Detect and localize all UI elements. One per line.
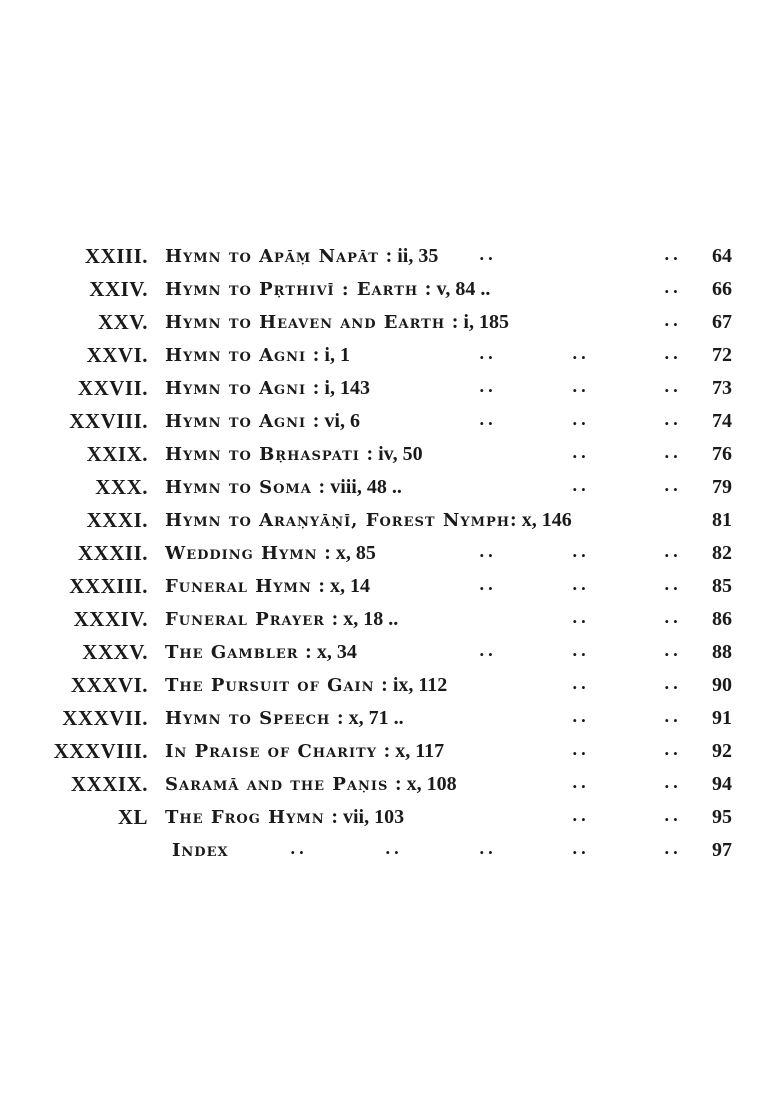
dot-leader: .. <box>664 806 682 825</box>
entry-page-number: 81 <box>712 509 732 531</box>
entry-page-number: 72 <box>712 344 732 366</box>
dot-leader: .. <box>664 443 682 462</box>
entry-reference: : i, 143 <box>312 377 370 399</box>
entry-page-number: 66 <box>712 278 732 300</box>
entry-title-wrap <box>165 339 350 372</box>
entry-page-number: 85 <box>712 575 732 597</box>
dot-leader: .. <box>572 740 590 759</box>
entry-title-wrap <box>165 702 404 735</box>
entry-title: The Pursuit of Gain <box>165 675 375 696</box>
dot-leader: .. <box>479 575 497 594</box>
entry-title-wrap <box>165 801 404 834</box>
entry-numeral: XXXVIII. <box>53 739 148 763</box>
entry-page-number: 97 <box>712 839 732 861</box>
entry-reference: : x, 18 .. <box>331 608 399 630</box>
entry-page-number: 79 <box>712 476 732 498</box>
dot-leader: .. <box>664 839 682 858</box>
dot-leader: .. <box>664 476 682 495</box>
entry-page-number: 82 <box>712 542 732 564</box>
entry-title-wrap <box>165 240 438 273</box>
entry-title: The Frog Hymn <box>165 807 325 828</box>
entry-numeral: XXXVI. <box>70 673 148 697</box>
dot-leader: .. <box>664 674 682 693</box>
entry-reference: : x, 14 <box>318 575 371 597</box>
dot-leader: .. <box>479 245 497 264</box>
entry-page-number: 73 <box>712 377 732 399</box>
entry-page-number: 64 <box>712 245 732 267</box>
entry-title: Hymn to Heaven and Earth <box>165 312 446 333</box>
entry-page-number: 90 <box>712 674 732 696</box>
entry-reference: : vi, 6 <box>312 410 360 432</box>
entry-page-number: 91 <box>712 707 732 729</box>
dot-leader: .. <box>664 608 682 627</box>
dot-leader: .. <box>572 344 590 363</box>
toc-entry <box>0 570 780 603</box>
entry-numeral: XXIX. <box>86 442 148 466</box>
dot-leader: .. <box>572 839 590 858</box>
entry-title: Funeral Prayer <box>165 609 325 630</box>
entry-numeral: XXXIV. <box>73 607 148 631</box>
entry-reference: : v, 84 .. <box>424 278 491 300</box>
toc-entry <box>0 702 780 735</box>
entry-title: The Gambler <box>165 642 299 663</box>
entry-numeral: XXIII. <box>84 244 148 268</box>
dot-leader: .. <box>572 707 590 726</box>
entry-reference: : x, 117 <box>383 740 445 762</box>
dot-leader: .. <box>479 344 497 363</box>
toc-entry <box>0 603 780 636</box>
dot-leader: .. <box>572 641 590 660</box>
entry-numeral: XXXVII. <box>62 706 148 730</box>
dot-leader: .. <box>664 311 682 330</box>
entry-page-number: 95 <box>712 806 732 828</box>
dot-leader: .. <box>572 806 590 825</box>
entry-title: Wedding Hymn <box>165 543 318 564</box>
entry-title: Hymn to Araṇyāṇī, Forest Nymph <box>165 510 511 531</box>
dot-leader: .. <box>479 542 497 561</box>
toc-entry <box>0 273 780 306</box>
entry-reference: : ix, 112 <box>381 674 448 696</box>
dot-leader: .. <box>479 410 497 429</box>
dot-leader: .. <box>664 575 682 594</box>
dot-leader: .. <box>572 674 590 693</box>
toc-entry <box>0 636 780 669</box>
entry-title-wrap <box>165 504 572 537</box>
toc-entry <box>0 768 780 801</box>
entry-title-wrap <box>165 603 398 636</box>
dot-leader: .. <box>664 641 682 660</box>
entry-title: Index <box>172 840 229 861</box>
entry-reference: : ii, 35 <box>385 245 439 267</box>
entry-reference: : i, 1 <box>312 344 350 366</box>
dot-leader: .. <box>572 608 590 627</box>
dot-leader: .. <box>385 839 403 858</box>
entry-numeral: XXXV. <box>82 640 148 664</box>
toc-entry <box>0 504 780 537</box>
entry-title: In Praise of Charity <box>165 741 377 762</box>
entry-title: Hymn to Apāṃ Napāt <box>165 246 379 267</box>
entry-title: Hymn to Pṛthivī : Earth <box>165 279 419 300</box>
entry-page-number: 92 <box>712 740 732 762</box>
dot-leader: .. <box>664 773 682 792</box>
entry-numeral: XXIV. <box>89 277 148 301</box>
toc-entry <box>0 306 780 339</box>
dot-leader: .. <box>664 707 682 726</box>
entry-title: Hymn to Soma <box>165 477 312 498</box>
dot-leader: .. <box>479 839 497 858</box>
dot-leader: .. <box>572 773 590 792</box>
entry-numeral: XXXI. <box>86 508 148 532</box>
entry-title: Saramā and the Paṇis <box>165 774 389 795</box>
entry-numeral: XXVIII. <box>69 409 148 433</box>
entry-reference: : i, 185 <box>451 311 509 333</box>
entry-reference: : vii, 103 <box>331 806 405 828</box>
entry-title-wrap <box>165 306 509 339</box>
entry-reference: : x, 34 <box>305 641 357 663</box>
entry-page-number: 86 <box>712 608 732 630</box>
entry-title-wrap <box>165 537 376 570</box>
dot-leader: .. <box>664 410 682 429</box>
entry-numeral: XXXII. <box>77 541 148 565</box>
entry-title-wrap <box>165 372 370 405</box>
entry-title-wrap <box>172 834 229 867</box>
dot-leader: .. <box>479 377 497 396</box>
toc-entry <box>0 537 780 570</box>
entry-title-wrap <box>165 438 423 471</box>
toc-entry <box>0 405 780 438</box>
table-of-contents <box>0 240 780 867</box>
toc-entry <box>0 471 780 504</box>
entry-title-wrap <box>165 273 490 306</box>
entry-title-wrap <box>165 669 447 702</box>
entry-numeral: XXVII. <box>77 376 148 400</box>
entry-numeral: XL <box>117 805 148 829</box>
dot-leader: .. <box>572 377 590 396</box>
toc-entry <box>0 339 780 372</box>
dot-leader: .. <box>664 542 682 561</box>
dot-leader: .. <box>572 410 590 429</box>
toc-entry <box>0 372 780 405</box>
entry-title-wrap <box>165 636 357 669</box>
entry-reference: : x, 146 <box>510 509 572 531</box>
toc-entry <box>0 669 780 702</box>
toc-entry-index <box>0 834 780 867</box>
toc-entry <box>0 240 780 273</box>
dot-leader: .. <box>664 278 682 297</box>
entry-title-wrap <box>165 471 402 504</box>
entry-numeral: XXXIX. <box>70 772 148 796</box>
entry-page-number: 74 <box>712 410 732 432</box>
entry-numeral: XXX. <box>95 475 148 499</box>
dot-leader: .. <box>290 839 308 858</box>
entry-reference: : x, 85 <box>324 542 376 564</box>
dot-leader: .. <box>572 542 590 561</box>
entry-reference: : x, 71 .. <box>336 707 404 729</box>
dot-leader: .. <box>572 443 590 462</box>
dot-leader: .. <box>664 245 682 264</box>
toc-entry <box>0 735 780 768</box>
toc-entry <box>0 438 780 471</box>
entry-title: Funeral Hymn <box>165 576 312 597</box>
entry-numeral: XXXIII. <box>69 574 148 598</box>
entry-title: Hymn to Agni <box>165 378 307 399</box>
entry-title: Hymn to Agni <box>165 345 307 366</box>
entry-title-wrap <box>165 405 360 438</box>
entry-page-number: 94 <box>712 773 732 795</box>
entry-title-wrap <box>165 570 370 603</box>
dot-leader: .. <box>572 476 590 495</box>
dot-leader: .. <box>572 575 590 594</box>
entry-page-number: 88 <box>712 641 732 663</box>
entry-title: Hymn to Agni <box>165 411 307 432</box>
toc-entry <box>0 801 780 834</box>
entry-numeral: XXVI. <box>86 343 148 367</box>
dot-leader: .. <box>664 344 682 363</box>
dot-leader: .. <box>479 641 497 660</box>
entry-title-wrap <box>165 735 444 768</box>
entry-reference: : x, 108 <box>394 773 457 795</box>
entry-title: Hymn to Speech <box>165 708 331 729</box>
dot-leader: .. <box>664 377 682 396</box>
entry-page-number: 76 <box>712 443 732 465</box>
entry-numeral: XXV. <box>97 310 148 334</box>
entry-page-number: 67 <box>712 311 732 333</box>
dot-leader: .. <box>664 740 682 759</box>
entry-title: Hymn to Bṛhaspati <box>165 444 360 465</box>
entry-reference: : iv, 50 <box>366 443 423 465</box>
entry-reference: : viii, 48 .. <box>318 476 402 498</box>
entry-title-wrap <box>165 768 457 801</box>
